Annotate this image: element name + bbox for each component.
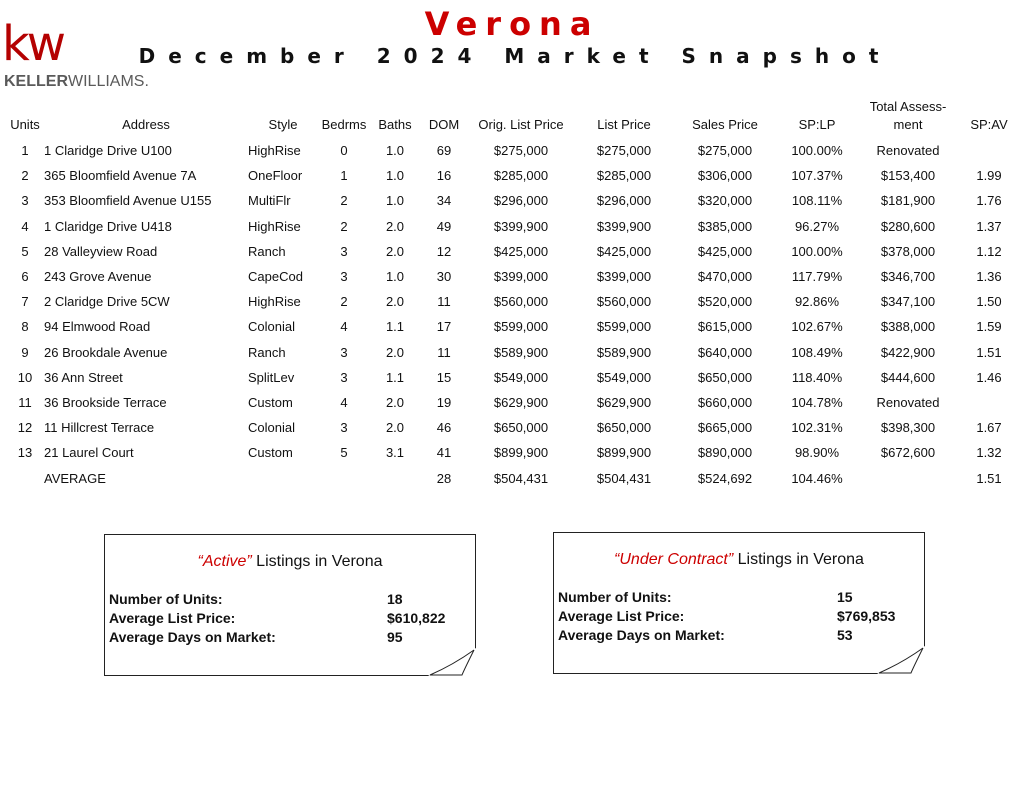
cell-sales-price: $615,000 [697, 319, 753, 335]
cell-baths: 1.0 [385, 193, 405, 209]
average-sp-av: 1.51 [976, 470, 1002, 486]
under-contract-units-label: Number of Units: [558, 589, 672, 605]
cell-style: HighRise [248, 218, 301, 234]
cell-sp-lp: 98.90% [794, 445, 840, 461]
cell-sp-av: 1.37 [976, 218, 1002, 234]
cell-dom: 69 [436, 143, 452, 159]
cell-sp-av: 1.51 [976, 344, 1002, 360]
cell-address: 11 Hillcrest Terrace [44, 420, 155, 436]
cell-orig-list-price: $589,900 [493, 344, 549, 360]
kw-logo-mark: kw [2, 16, 64, 72]
cell-baths: 1.1 [385, 319, 405, 335]
cell-sp-av: 1.99 [976, 168, 1002, 184]
active-price-value: $610,822 [387, 610, 446, 626]
column-header-dom: DOM [428, 117, 460, 132]
table-body [6, 138, 1020, 465]
cell-dom: 11 [437, 344, 451, 360]
cell-list-price: $599,000 [596, 319, 652, 335]
cell-sales-price: $665,000 [697, 420, 753, 436]
cell-dom: 30 [436, 269, 452, 285]
cell-units: 1 [21, 143, 29, 159]
cell-list-price: $589,900 [596, 344, 652, 360]
cell-units: 10 [17, 369, 33, 385]
cell-orig-list-price: $629,900 [493, 394, 549, 410]
column-header-sp-av: SP:AV [970, 117, 1008, 132]
cell-sales-price: $660,000 [697, 394, 753, 410]
cell-dom: 11 [437, 294, 451, 310]
table-row [6, 214, 1020, 239]
cell-address: 94 Elmwood Road [44, 319, 151, 335]
cell-list-price: $629,900 [596, 394, 652, 410]
cell-sp-av: 1.12 [976, 243, 1002, 259]
active-units-label: Number of Units: [109, 591, 223, 607]
table-row [6, 365, 1020, 390]
cell-baths: 3.1 [385, 445, 405, 461]
cell-baths: 2.0 [385, 394, 405, 410]
cell-sp-lp: 104.78% [791, 394, 843, 410]
cell-sales-price: $306,000 [697, 168, 753, 184]
table-header-row [6, 94, 1020, 138]
cell-style: Custom [248, 445, 293, 461]
cell-sp-av [958, 138, 1020, 163]
cell-sales-price: $275,000 [697, 143, 753, 159]
cell-units: 13 [17, 445, 33, 461]
cell-baths: 1.0 [385, 168, 405, 184]
table-row [6, 264, 1020, 289]
cell-units: 11 [18, 394, 32, 410]
cell-total-assessment: Renovated [876, 143, 940, 159]
average-sales-price: $524,692 [697, 470, 753, 486]
cell-dom: 41 [436, 445, 452, 461]
cell-baths: 2.0 [385, 420, 405, 436]
cell-sp-av: 1.76 [976, 193, 1002, 209]
cell-sp-lp: 100.00% [791, 243, 843, 259]
cell-units: 5 [21, 243, 29, 259]
cell-units: 2 [21, 168, 29, 184]
cell-style: HighRise [248, 143, 301, 159]
table-row [6, 239, 1020, 264]
cell-list-price: $425,000 [596, 243, 652, 259]
cell-sp-av: 1.32 [976, 445, 1002, 461]
cell-address: 243 Grove Avenue [44, 269, 152, 285]
cell-bedrooms: 0 [340, 143, 348, 159]
cell-style: HighRise [248, 294, 301, 310]
average-label: AVERAGE [44, 470, 106, 486]
cell-total-assessment: $347,100 [880, 294, 936, 310]
cell-address: 2 Claridge Drive 5CW [44, 294, 170, 310]
cell-orig-list-price: $275,000 [493, 143, 549, 159]
cell-sales-price: $425,000 [697, 243, 753, 259]
cell-address: 365 Bloomfield Avenue 7A [44, 168, 197, 184]
cell-sp-lp: 100.00% [791, 143, 843, 159]
cell-style: MultiFlr [248, 193, 291, 209]
cell-style: Colonial [248, 319, 295, 335]
table-row [6, 390, 1020, 415]
cell-sp-lp: 118.40% [791, 369, 843, 385]
cell-orig-list-price: $560,000 [493, 294, 549, 310]
cell-address: 353 Bloomfield Avenue U155 [44, 193, 212, 209]
cell-sp-av: 1.67 [976, 420, 1002, 436]
cell-style: Ranch [248, 243, 286, 259]
cell-sp-lp: 102.31% [791, 420, 843, 436]
cell-bedrooms: 4 [340, 319, 348, 335]
cell-address: 26 Brookdale Avenue [44, 344, 168, 360]
under-contract-price-value: $769,853 [837, 608, 896, 624]
page-curl-icon [428, 648, 476, 676]
cell-dom: 12 [436, 243, 452, 259]
cell-orig-list-price: $399,000 [493, 269, 549, 285]
cell-bedrooms: 2 [340, 193, 348, 209]
under-contract-listings-box [553, 532, 925, 674]
cell-sp-av: 1.46 [976, 369, 1002, 385]
table-row [6, 340, 1020, 365]
cell-total-assessment: $398,300 [880, 420, 936, 436]
cell-baths: 2.0 [385, 218, 405, 234]
cell-list-price: $275,000 [596, 143, 652, 159]
column-header-address: Address [122, 117, 170, 132]
cell-orig-list-price: $899,900 [493, 445, 549, 461]
under-contract-units-value: 15 [837, 589, 853, 605]
cell-bedrooms: 4 [340, 394, 348, 410]
cell-list-price: $560,000 [596, 294, 652, 310]
cell-total-assessment: $181,900 [880, 193, 936, 209]
cell-total-assessment: $388,000 [880, 319, 936, 335]
logo-wordmark: KELLERWILLIAMS. [4, 73, 149, 90]
cell-sales-price: $890,000 [697, 445, 753, 461]
cell-units: 12 [17, 420, 33, 436]
cell-sales-price: $470,000 [697, 269, 753, 285]
cell-sp-lp: 117.79% [791, 269, 843, 285]
cell-baths: 1.1 [385, 369, 405, 385]
cell-sp-av: 1.59 [976, 319, 1002, 335]
cell-baths: 1.0 [385, 143, 405, 159]
cell-units: 8 [21, 319, 29, 335]
cell-baths: 1.0 [385, 269, 405, 285]
cell-sp-lp: 102.67% [791, 319, 843, 335]
under-contract-dom-value: 53 [837, 627, 853, 643]
cell-total-assessment: $422,900 [880, 344, 936, 360]
column-header-units: Units [10, 117, 40, 132]
cell-units: 9 [21, 344, 29, 360]
cell-sp-lp: 96.27% [794, 218, 840, 234]
cell-sales-price: $650,000 [697, 369, 753, 385]
cell-sp-lp: 107.37% [791, 168, 843, 184]
cell-sales-price: $520,000 [697, 294, 753, 310]
cell-list-price: $899,900 [596, 445, 652, 461]
cell-list-price: $399,900 [596, 218, 652, 234]
column-header-baths: Baths [378, 117, 412, 132]
table-row [6, 415, 1020, 440]
cell-style: CapeCod [248, 269, 303, 285]
cell-list-price: $399,000 [596, 269, 652, 285]
table-row [6, 163, 1020, 188]
cell-baths: 2.0 [385, 344, 405, 360]
cell-dom: 17 [436, 319, 452, 335]
cell-address: 1 Claridge Drive U100 [44, 143, 172, 159]
cell-orig-list-price: $650,000 [493, 420, 549, 436]
average-list-price: $504,431 [596, 470, 652, 486]
cell-bedrooms: 3 [340, 243, 348, 259]
page-curl-icon [877, 646, 925, 674]
average-dom: 28 [436, 470, 452, 486]
cell-orig-list-price: $599,000 [493, 319, 549, 335]
cell-sales-price: $640,000 [697, 344, 753, 360]
cell-sp-lp: 108.49% [791, 344, 843, 360]
average-row [6, 465, 1020, 490]
average-sp-lp: 104.46% [791, 470, 843, 486]
cell-style: Custom [248, 394, 293, 410]
cell-sp-av [958, 390, 1020, 415]
cell-bedrooms: 3 [340, 269, 348, 285]
table-row [6, 314, 1020, 339]
page-title: Verona [424, 5, 600, 43]
cell-units: 6 [21, 269, 29, 285]
column-header-list-price: List Price [597, 117, 651, 132]
cell-address: 21 Laurel Court [44, 445, 134, 461]
cell-list-price: $296,000 [596, 193, 652, 209]
cell-bedrooms: 5 [340, 445, 348, 461]
cell-baths: 2.0 [385, 243, 405, 259]
cell-bedrooms: 3 [340, 369, 348, 385]
cell-total-assessment: $378,000 [880, 243, 936, 259]
cell-units: 4 [21, 218, 29, 234]
cell-sales-price: $385,000 [697, 218, 753, 234]
cell-bedrooms: 3 [340, 420, 348, 436]
cell-sp-lp: 108.11% [791, 193, 843, 209]
cell-dom: 19 [436, 394, 452, 410]
cell-address: 36 Ann Street [44, 369, 123, 385]
cell-total-assessment: $280,600 [880, 218, 936, 234]
column-header-orig-list-price: Orig. List Price [478, 117, 564, 132]
cell-style: SplitLev [248, 369, 295, 385]
cell-orig-list-price: $285,000 [493, 168, 549, 184]
cell-sales-price: $320,000 [697, 193, 753, 209]
cell-bedrooms: 2 [340, 218, 348, 234]
table-row [6, 188, 1020, 213]
cell-sp-av: 1.50 [976, 294, 1002, 310]
active-price-label: Average List Price: [109, 610, 236, 626]
cell-dom: 16 [436, 168, 452, 184]
cell-units: 7 [21, 294, 29, 310]
column-header-total-assessment: Total Assess- ment [869, 99, 947, 132]
active-dom-label: Average Days on Market: [109, 629, 276, 645]
cell-orig-list-price: $399,900 [493, 218, 549, 234]
cell-dom: 49 [436, 218, 452, 234]
cell-sp-av: 1.36 [976, 269, 1002, 285]
cell-style: OneFloor [248, 168, 303, 184]
cell-dom: 15 [436, 369, 452, 385]
cell-address: 36 Brookside Terrace [44, 394, 167, 410]
cell-units: 3 [21, 193, 29, 209]
cell-total-assessment: $444,600 [880, 369, 936, 385]
table-row [6, 289, 1020, 314]
cell-total-assessment: $346,700 [880, 269, 936, 285]
average-orig-list-price: $504,431 [493, 470, 549, 486]
cell-address: 1 Claridge Drive U418 [44, 218, 172, 234]
cell-sp-lp: 92.86% [794, 294, 840, 310]
cell-list-price: $549,000 [596, 369, 652, 385]
under-contract-dom-label: Average Days on Market: [558, 627, 725, 643]
cell-dom: 46 [436, 420, 452, 436]
cell-orig-list-price: $296,000 [493, 193, 549, 209]
column-header-bedrooms: Bedrms [321, 117, 367, 132]
active-units-value: 18 [387, 591, 403, 607]
cell-dom: 34 [436, 193, 452, 209]
cell-baths: 2.0 [385, 294, 405, 310]
active-listings-title: “Active” Listings in Verona [197, 553, 383, 570]
cell-bedrooms: 3 [340, 344, 348, 360]
under-contract-title: “Under Contract” Listings in Verona [614, 551, 864, 568]
active-listings-box [104, 534, 476, 676]
cell-style: Colonial [248, 420, 295, 436]
cell-orig-list-price: $425,000 [493, 243, 549, 259]
cell-total-assessment: Renovated [876, 394, 940, 410]
column-header-sales-price: Sales Price [692, 117, 758, 132]
cell-list-price: $650,000 [596, 420, 652, 436]
column-header-sp-lp: SP:LP [798, 117, 836, 132]
table-row [6, 440, 1020, 465]
sales-table [6, 94, 1020, 491]
table-row [6, 138, 1020, 163]
cell-orig-list-price: $549,000 [493, 369, 549, 385]
cell-total-assessment: $153,400 [880, 168, 936, 184]
active-dom-value: 95 [387, 629, 403, 645]
cell-list-price: $285,000 [596, 168, 652, 184]
column-header-style: Style [268, 117, 298, 132]
cell-total-assessment: $672,600 [880, 445, 936, 461]
cell-bedrooms: 1 [340, 168, 348, 184]
under-contract-price-label: Average List Price: [558, 608, 685, 624]
cell-style: Ranch [248, 344, 286, 360]
page-subtitle: December 2024 Market Snapshot [138, 44, 892, 68]
cell-bedrooms: 2 [340, 294, 348, 310]
cell-address: 28 Valleyview Road [44, 243, 158, 259]
